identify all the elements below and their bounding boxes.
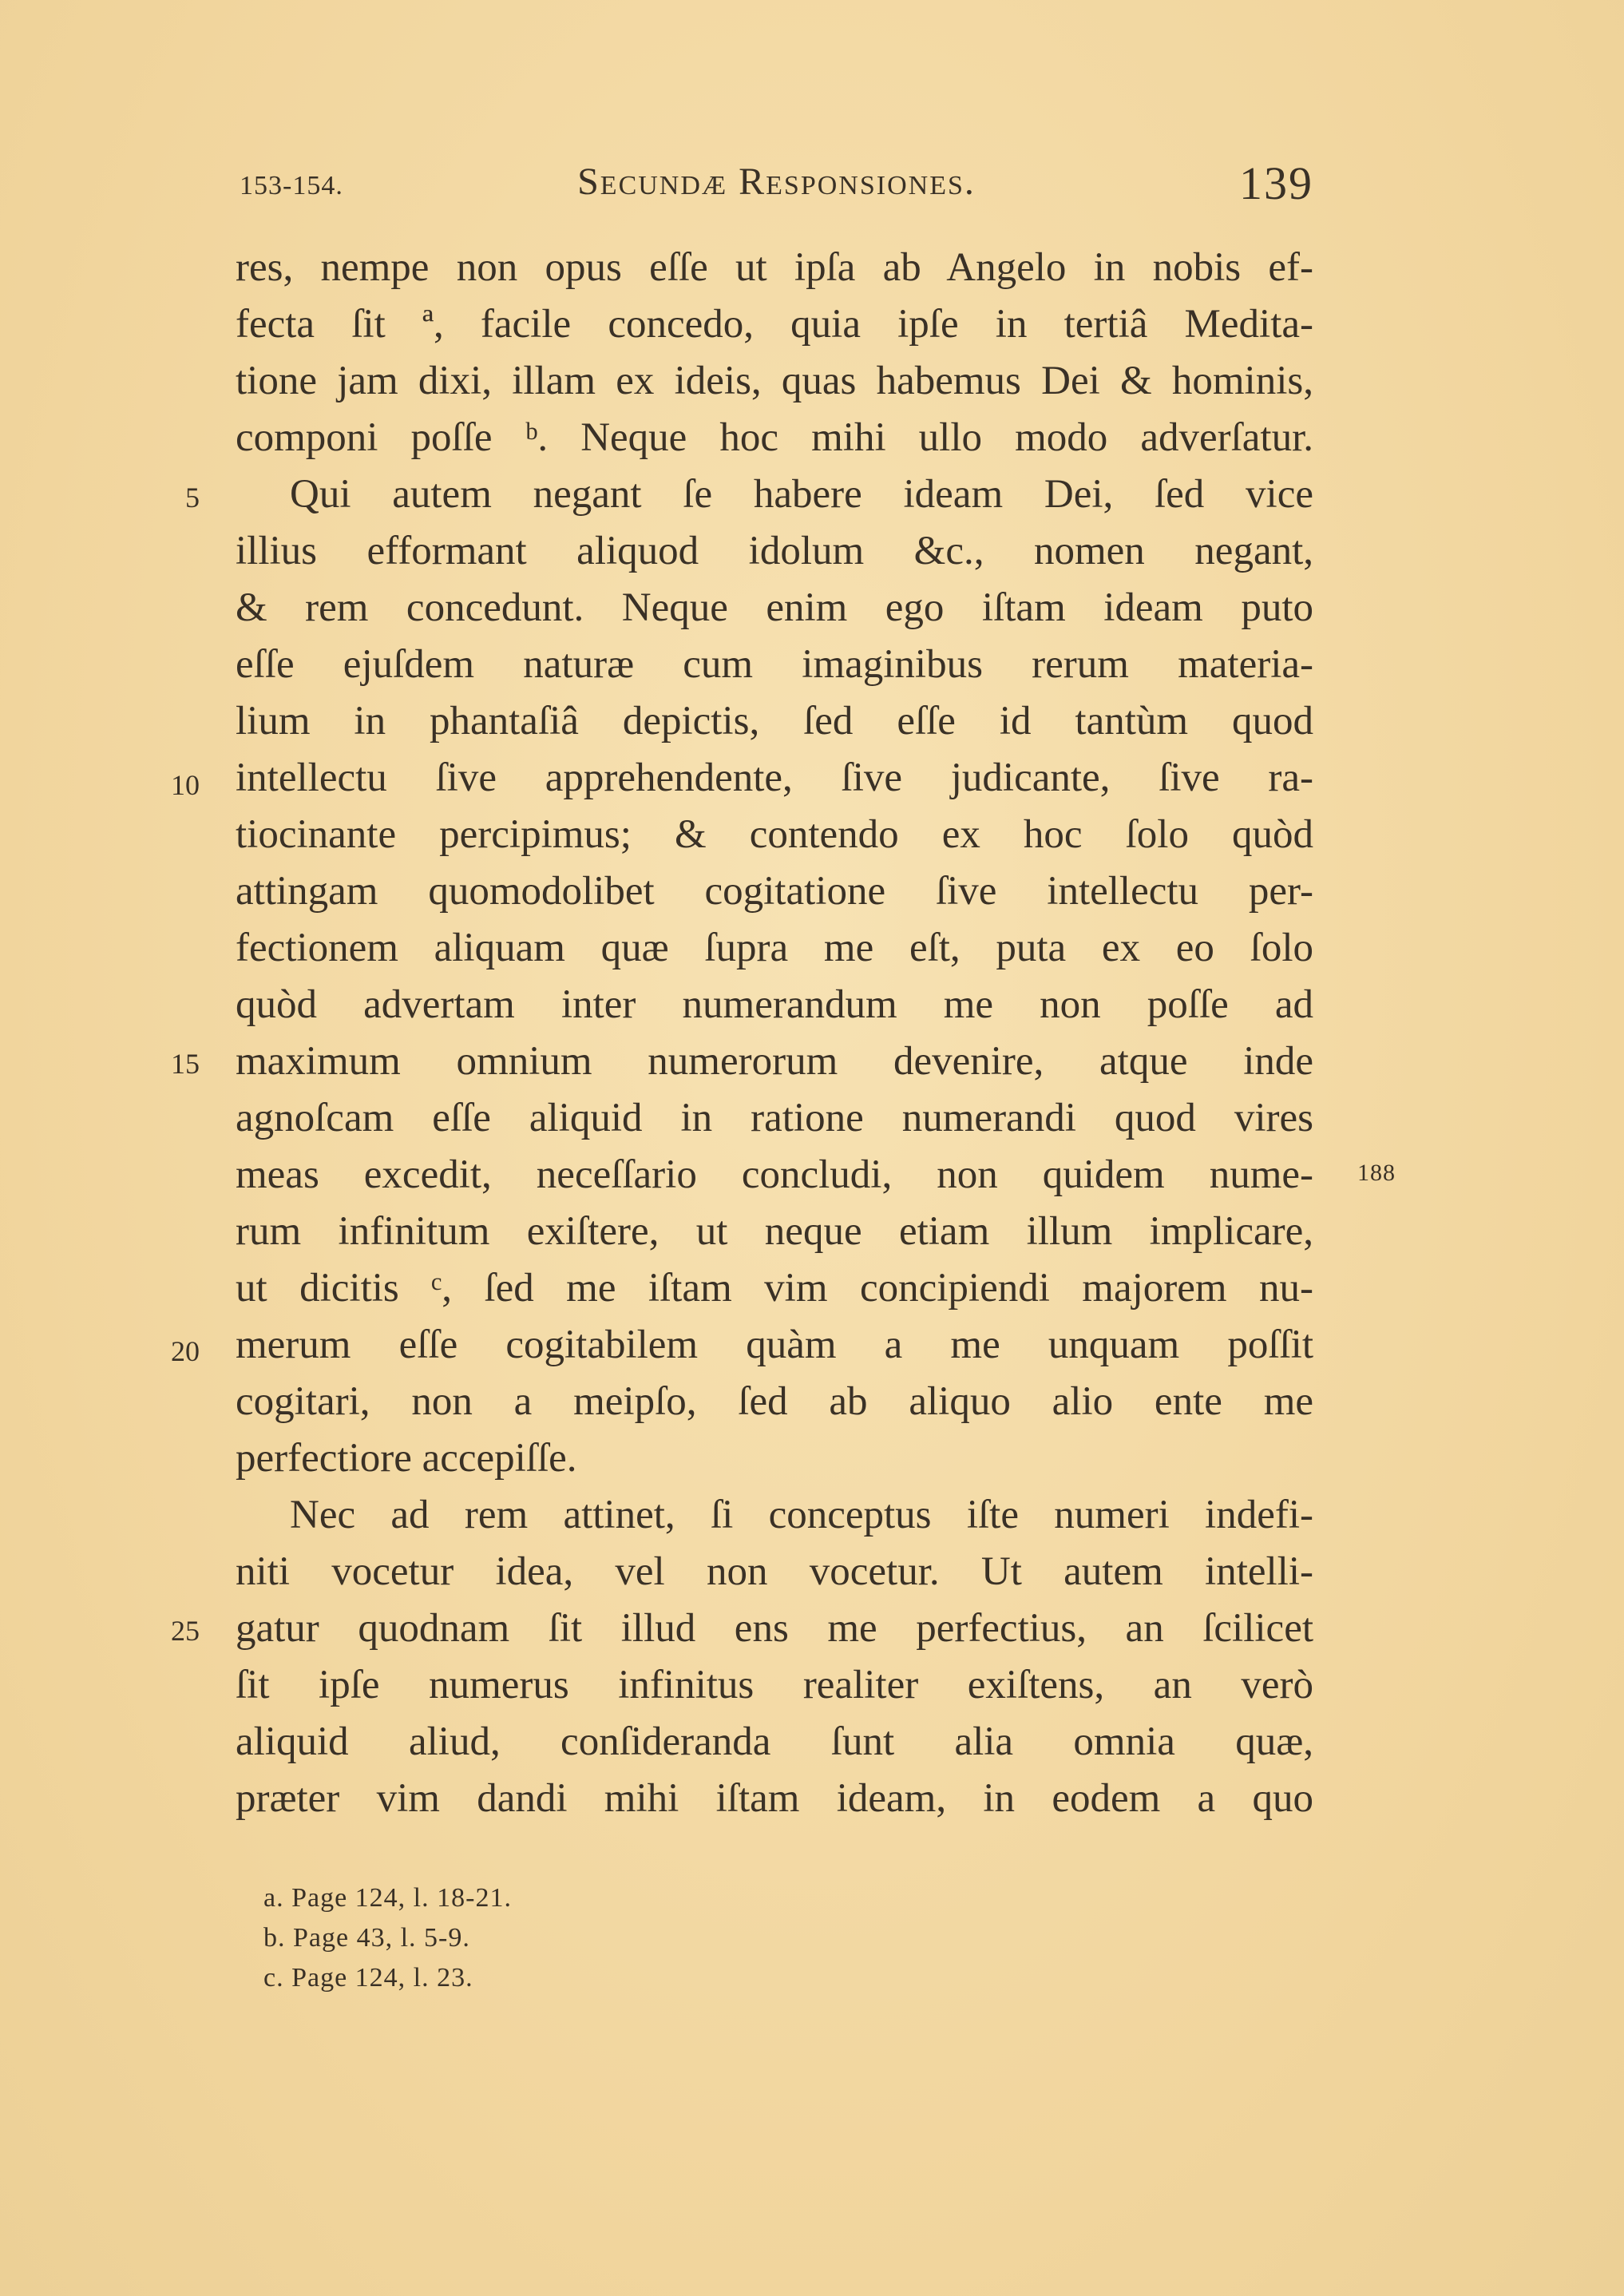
footnote: c. Page 124, l. 23. xyxy=(263,1963,473,1993)
line-number: 15 xyxy=(171,1048,200,1080)
text-line: illius efformant aliquod idolum &c., nomen negant, xyxy=(236,529,1313,573)
header-title: Secundæ Responsiones. xyxy=(577,161,976,203)
line-number: 25 xyxy=(171,1615,200,1647)
text-line: præter vim dandi mihi iſtam ideam, in eodem a quo xyxy=(236,1776,1313,1821)
text-line: perfectiore accepiſſe. xyxy=(236,1436,577,1481)
header-page-range: 153-154. xyxy=(240,171,343,200)
text-line: & rem concedunt. Neque enim ego iſtam ideam puto xyxy=(236,585,1313,630)
text-line: ut dicitis ᶜ, ſed me iſtam vim concipiendi majorem nu- xyxy=(236,1266,1313,1311)
footnotes xyxy=(263,1878,512,1998)
text-line: agnoſcam eſſe aliquid in ratione numerandi quod vires xyxy=(236,1096,1313,1140)
text-line: res, nempe non opus eſſe ut ipſa ab Angelo in nobis ef- xyxy=(236,245,1313,290)
text-line: cogitari, non a meipſo, ſed ab aliquo alio ente me xyxy=(236,1379,1313,1424)
text-line: Nec ad rem attinet, ſi conceptus iſte numeri indefi- xyxy=(290,1493,1313,1537)
text-line: tiocinante percipimus; & contendo ex hoc ſolo quòd xyxy=(236,812,1313,857)
text-line: tione jam dixi, illam ex ideis, quas habemus Dei & hominis, xyxy=(236,359,1313,403)
text-line: intellectu ſive apprehendente, ſive judicante, ſive ra- xyxy=(236,755,1313,800)
text-line: attingam quomodolibet cogitatione ſive intellectu per- xyxy=(236,869,1313,914)
text-line: gatur quodnam ſit illud ens me perfectius, an ſcilicet xyxy=(236,1606,1313,1651)
text-line: lium in phantaſiâ depictis, ſed eſſe id tantùm quod xyxy=(236,699,1313,744)
line-number: 20 xyxy=(171,1335,200,1367)
footnote: a. Page 124, l. 18-21. xyxy=(263,1883,512,1913)
line-number: 10 xyxy=(171,769,200,801)
text-line: fecta ſit ª, facile concedo, quia ipſe in tertiâ Medita- xyxy=(236,302,1313,347)
text-line: eſſe ejuſdem naturæ cum imaginibus rerum materia- xyxy=(236,642,1313,687)
header-page-number: 139 xyxy=(1239,157,1313,209)
text-line: fectionem aliquam quæ ſupra me eſt, puta ex eo ſolo xyxy=(236,926,1313,970)
text-line: componi poſſe ᵇ. Neque hoc mihi ullo modo adverſatur. xyxy=(236,415,1313,460)
text-line: merum eſſe cogitabilem quàm a me unquam poſſit xyxy=(236,1322,1313,1367)
text-line: ſit ipſe numerus infinitus realiter exiſtens, an verò xyxy=(236,1663,1313,1707)
text-line: maximum omnium numerorum devenire, atque inde xyxy=(236,1039,1313,1084)
text-line: rum infinitum exiſtere, ut neque etiam illum implicare, xyxy=(236,1209,1313,1254)
text-line: meas excedit, neceſſario concludi, non quidem nume- xyxy=(236,1152,1313,1197)
text-line: aliquid aliud, conſideranda ſunt alia omnia quæ, xyxy=(236,1719,1313,1764)
text-line: quòd advertam inter numerandum me non poſſe ad xyxy=(236,982,1313,1027)
running-header xyxy=(240,157,1313,216)
margin-page-reference: 188 xyxy=(1357,1160,1396,1186)
text-line: niti vocetur idea, vel non vocetur. Ut autem intelli- xyxy=(236,1549,1313,1594)
text-line: Qui autem negant ſe habere ideam Dei, ſed vice xyxy=(290,472,1313,517)
line-number: 5 xyxy=(185,482,200,514)
footnote: b. Page 43, l. 5-9. xyxy=(263,1923,470,1953)
